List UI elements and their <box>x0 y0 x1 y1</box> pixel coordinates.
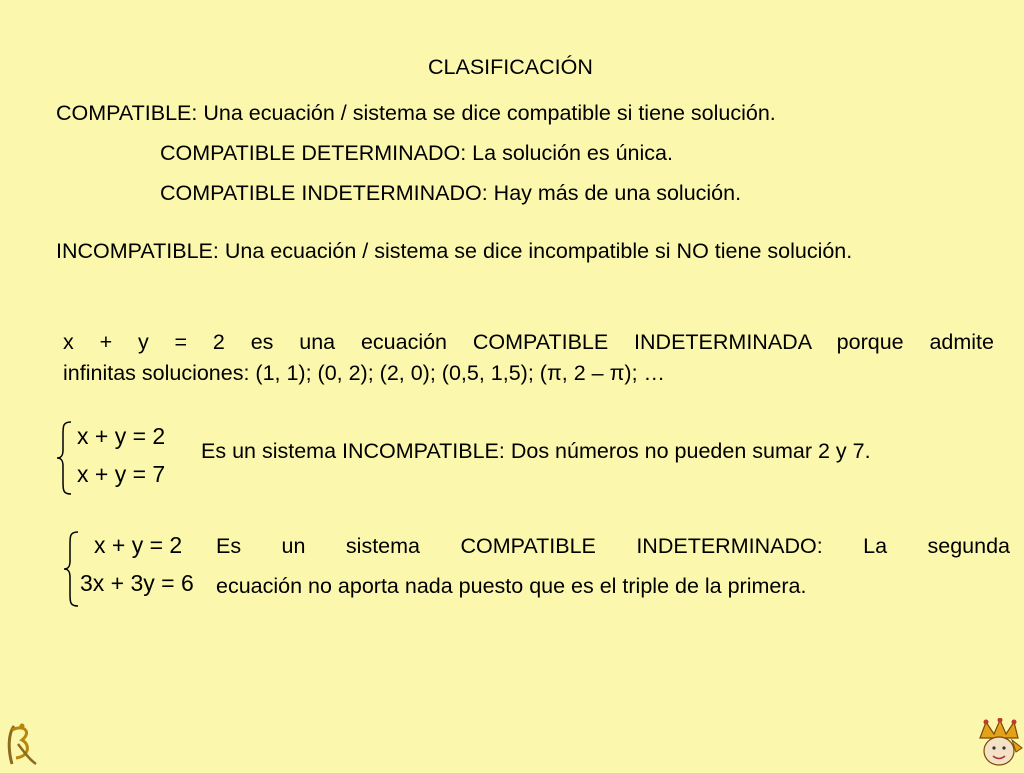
page-title: CLASIFICACIÓN <box>428 55 593 79</box>
definition-compatible-determinado: COMPATIBLE DETERMINADO: La solución es única. <box>160 141 673 165</box>
definition-compatible-indeterminado: COMPATIBLE INDETERMINADO: Hay más de una solución. <box>160 181 742 205</box>
example-paragraph <box>63 327 994 389</box>
example-line-1: x + y = 2 es una ecuación COMPATIBLE INDETERMINADA porque admite <box>63 330 994 354</box>
description-line-2: ecuación no aporta nada puesto que es el triple de la primera. <box>216 574 807 598</box>
example-line-2: infinitas soluciones: (1, 1); (0, 2); (2, 0); (0,5, 1,5); (π, 2 – π); … <box>63 361 666 385</box>
system-incompatible <box>55 418 205 498</box>
jester-logo-icon <box>972 718 1024 768</box>
description-line-1: Es un sistema COMPATIBLE INDETERMINADO: La segunda <box>216 534 1010 558</box>
left-brace-icon <box>55 418 75 498</box>
equation-2: x + y = 7 <box>77 461 166 487</box>
system-incompatible-description: Es un sistema INCOMPATIBLE: Dos números no pueden sumar 2 y 7. <box>201 439 871 463</box>
system-compatible-indeterminado <box>62 528 222 610</box>
equation-1: x + y = 2 <box>94 532 183 558</box>
definition-incompatible: INCOMPATIBLE: Una ecuación / sistema se dice incompatible si NO tiene solución. <box>56 239 853 263</box>
system-compatible-description <box>216 526 1010 606</box>
left-brace-icon <box>62 528 82 610</box>
monogram-logo-icon <box>0 720 40 768</box>
equation-2: 3x + 3y = 6 <box>80 570 194 596</box>
definition-compatible: COMPATIBLE: Una ecuación / sistema se dice compatible si tiene solución. <box>56 101 776 125</box>
equation-1: x + y = 2 <box>77 423 166 449</box>
